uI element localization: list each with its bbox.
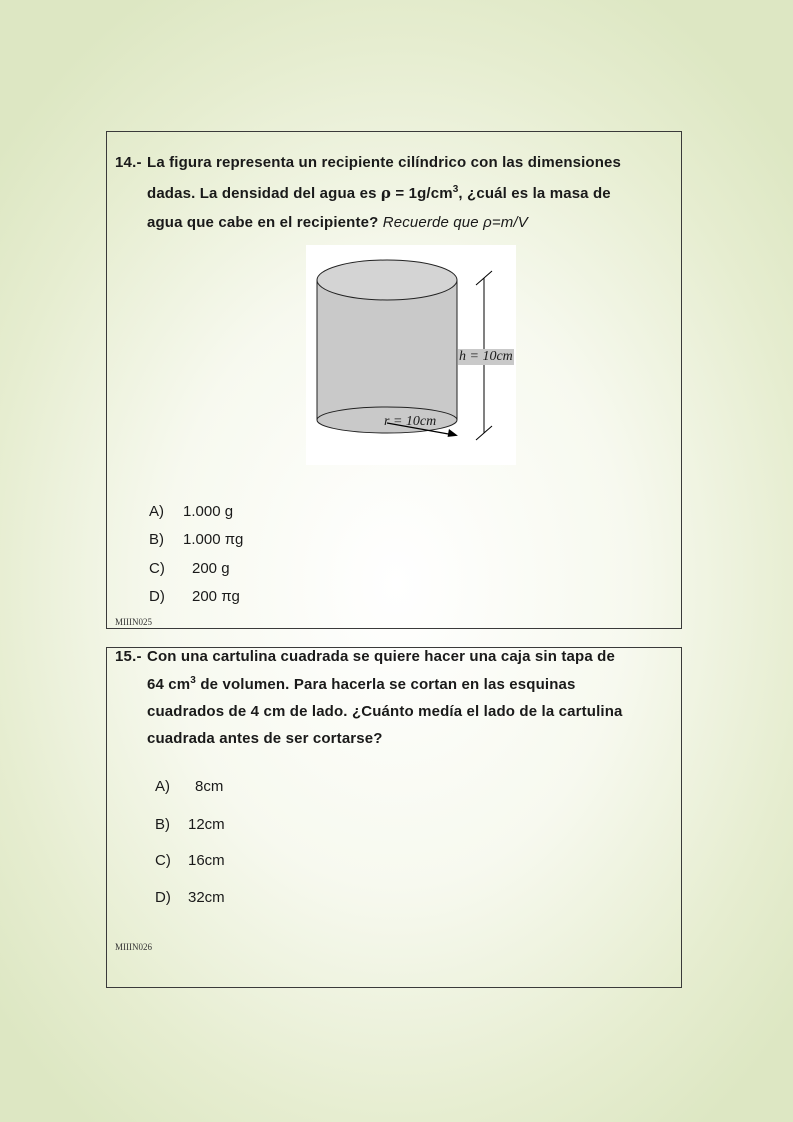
question-text-line-3: cuadrados de 4 cm de lado. ¿Cuánto medía el lado de la cartulina: [147, 703, 623, 720]
question-15-box: [106, 647, 682, 988]
rho-symbol: ρ: [380, 184, 392, 202]
question-text-line-2: 64 $cm^3$ de volumen. Para hacerla se cortan en las esquinas: [147, 675, 576, 693]
question-text-line-4: cuadrada antes de ser cortarse?: [147, 730, 383, 747]
formula-hint: Recuerde que ρ=m/V: [378, 214, 528, 231]
question-text-line-1: La figura representa un recipiente cilíndrico con las dimensiones: [147, 154, 622, 171]
question-text-line-2: dadas. La densidad del agua es $\rho = 1g/cm^3$, ¿cuál es la masa de: [147, 184, 611, 202]
question-text-line-1: Con una cartulina cuadrada se quiere hacer una caja sin tapa de: [147, 648, 615, 665]
question-text-line-3: agua que cabe en el recipiente? Recuerde que ρ=m/V: [147, 214, 528, 231]
option-b[interactable]: B) 12cm: [155, 816, 225, 833]
option-a[interactable]: A) 8cm: [155, 778, 224, 795]
item-code: MIIIN025: [115, 617, 152, 627]
option-d[interactable]: D) 200 πg: [149, 588, 240, 605]
height-label: h = 10cm: [459, 349, 513, 364]
question-number: 15.-: [115, 648, 142, 665]
item-code: MIIIN026: [115, 942, 152, 952]
option-b[interactable]: B) 1.000 πg: [149, 531, 244, 548]
option-c[interactable]: C) 200 g: [149, 560, 230, 577]
question-number: 14.-: [115, 154, 142, 171]
radius-label: r = 10cm: [384, 414, 437, 429]
cylinder-figure: [306, 245, 516, 465]
option-c[interactable]: C) 16cm: [155, 852, 225, 869]
option-d[interactable]: D) 32cm: [155, 889, 225, 906]
option-a[interactable]: A) 1.000 g: [149, 503, 234, 520]
